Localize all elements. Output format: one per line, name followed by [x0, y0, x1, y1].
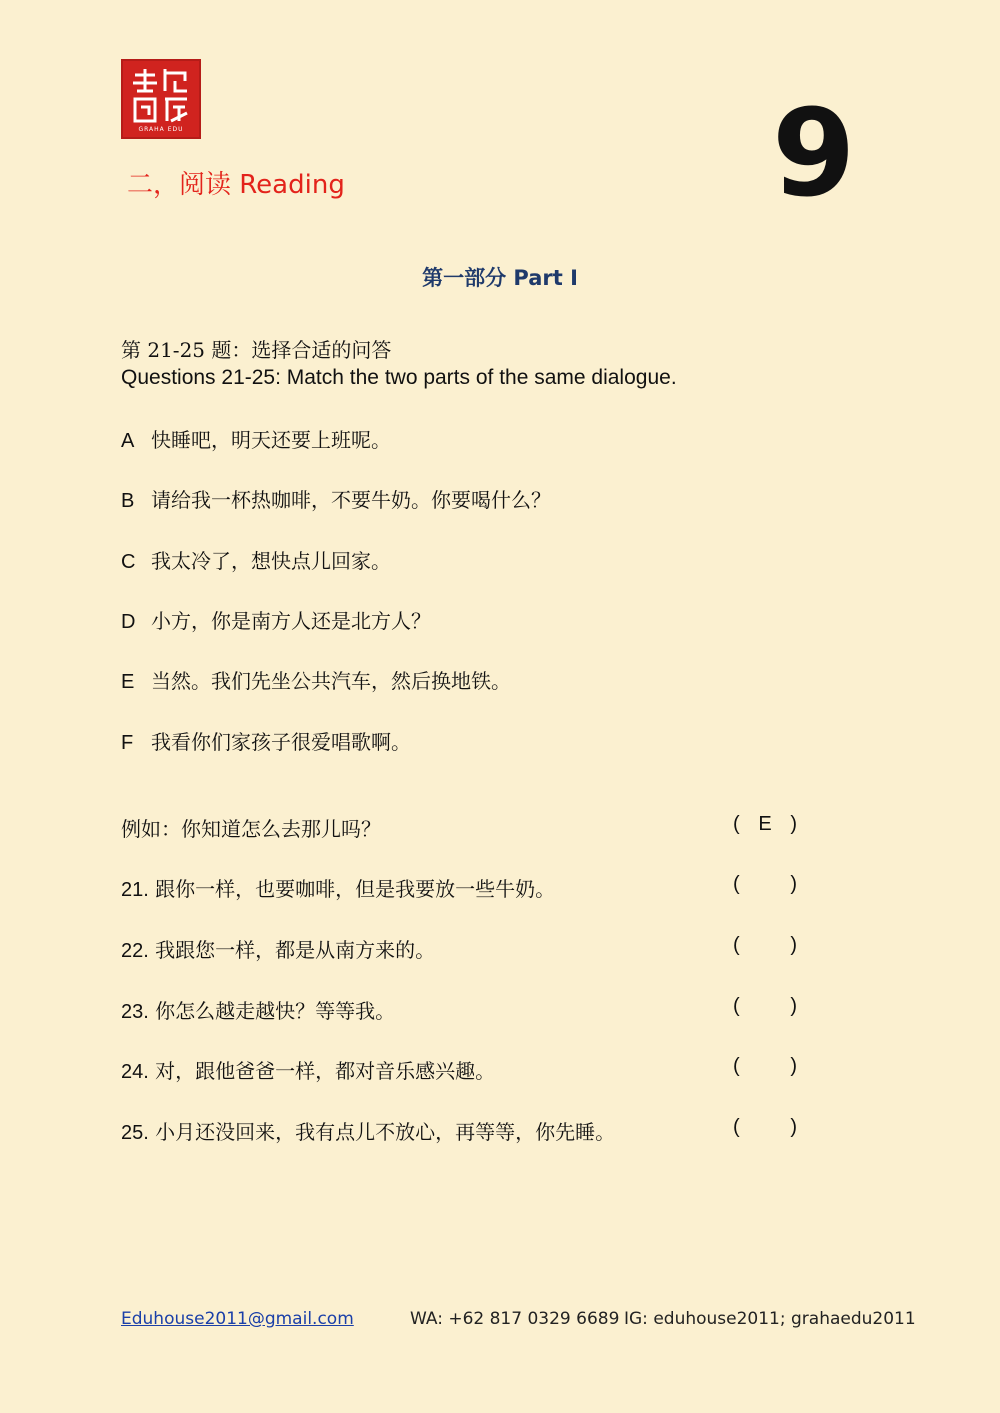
paren-open: (	[733, 873, 740, 895]
part-title: 第一部分 Part I	[422, 266, 578, 290]
example-answer: E	[758, 813, 772, 835]
option-letter: A	[121, 430, 135, 452]
question-number: 25.	[121, 1122, 149, 1144]
option-text: 我看你们家孩子很爱唱歌啊。	[151, 730, 411, 754]
paren-close: )	[790, 813, 797, 835]
question-text: 小月还没回来，我有点儿不放心，再等等，你先睡。	[155, 1120, 616, 1144]
question-number: 22.	[121, 940, 149, 962]
example-question	[121, 813, 801, 842]
paren-close: )	[790, 995, 797, 1017]
paren-close: )	[790, 1116, 797, 1138]
footer-instagram: IG: eduhouse2011; grahaedu2011	[624, 1309, 916, 1329]
paren-close: )	[790, 873, 797, 895]
paren-open: (	[733, 813, 740, 835]
paren-open: (	[733, 995, 740, 1017]
example-text: 例如：你知道怎么去那儿吗？	[121, 817, 381, 841]
section-heading-cn: 二，阅读	[127, 170, 232, 200]
paren-open: (	[733, 1116, 740, 1138]
section-heading-en: Reading	[239, 170, 345, 200]
question-text: 跟你一样，也要咖啡，但是我要放一些牛奶。	[155, 877, 556, 901]
paren-close: )	[790, 934, 797, 956]
question-number: 23.	[121, 1001, 149, 1023]
option-letter: B	[121, 490, 135, 512]
option-letter: E	[121, 671, 135, 693]
brand-logo	[121, 59, 201, 139]
question-text: 我跟您一样，都是从南方来的。	[155, 938, 436, 962]
question-text: 对，跟他爸爸一样，都对音乐感兴趣。	[155, 1059, 496, 1083]
option-letter: D	[121, 611, 136, 633]
page-number: 9	[772, 85, 856, 224]
question-text: 你怎么越走越快？等等我。	[155, 999, 396, 1023]
option-text: 小方，你是南方人还是北方人？	[151, 609, 431, 633]
option-letter: F	[121, 732, 134, 754]
paren-open: (	[733, 934, 740, 956]
question-number: 21.	[121, 879, 149, 901]
question-24	[121, 1055, 801, 1084]
question-23	[121, 995, 801, 1024]
instructions-english: Questions 21-25: Match the two parts of the same dialogue.	[121, 366, 677, 389]
footer-email-link[interactable]: Eduhouse2011@gmail.com	[121, 1309, 354, 1329]
option-text: 请给我一杯热咖啡，不要牛奶。你要喝什么？	[151, 488, 551, 512]
option-d	[121, 605, 431, 634]
option-letter: C	[121, 551, 136, 573]
paren-close: )	[790, 1055, 797, 1077]
question-21	[121, 873, 801, 902]
logo-caption: GRAHA EDU	[138, 126, 184, 133]
option-text: 当然。我们先坐公共汽车，然后换地铁。	[151, 669, 511, 693]
option-f	[121, 726, 411, 755]
option-text: 快睡吧，明天还要上班呢。	[151, 428, 391, 452]
question-22	[121, 934, 801, 963]
question-25	[121, 1116, 801, 1145]
option-b	[121, 484, 551, 513]
paren-open: (	[733, 1055, 740, 1077]
footer-whatsapp: WA: +62 817 0329 6689	[410, 1309, 620, 1329]
option-text: 我太冷了，想快点儿回家。	[151, 549, 391, 573]
instructions-chinese: 第 21-25 题：选择合适的问答	[121, 338, 392, 362]
option-c	[121, 545, 391, 574]
section-heading	[127, 164, 345, 201]
option-e	[121, 665, 511, 694]
question-number: 24.	[121, 1061, 149, 1083]
option-a	[121, 424, 391, 453]
